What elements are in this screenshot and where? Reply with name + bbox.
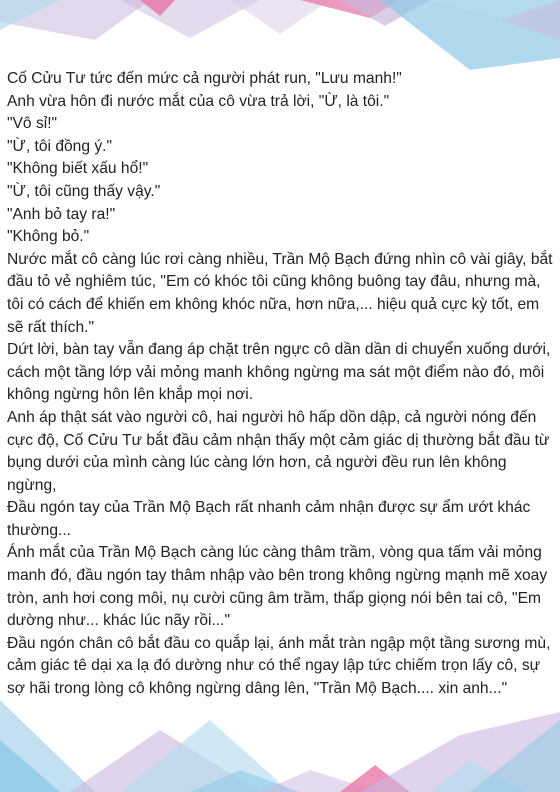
paragraph: "Ừ, tôi đồng ý." bbox=[7, 137, 113, 155]
paragraph: Anh vừa hôn đi nước mắt của cô vừa trả lời, "Ừ, là tôi." bbox=[7, 92, 390, 110]
paragraph: Nước mắt cô càng lúc rơi càng nhiều, Trần Mộ Bạch đứng nhìn cô vài giây, bắt đầu tỏ vẻ nghiêm túc, "Em có khóc tôi cũng không buông tay đâu, nhưng mà, tôi có cách để khiến em không khóc nữa, hơn nữa,... hiệu quả cực kỳ tốt, em sẽ rất thích." bbox=[7, 250, 553, 336]
paragraph: "Ừ, tôi cũng thấy vậy." bbox=[7, 182, 161, 200]
paragraph: Dứt lời, bàn tay vẫn đang áp chặt trên ngực cô dần dần di chuyển xuống dưới, cách một tầng lớp vải mỏng manh không ngừng ma sát một điểm nào đó, môi không ngừng hôn lên khắp mọi nơi. bbox=[7, 341, 551, 404]
paragraph: "Không biết xấu hổ!" bbox=[7, 160, 149, 178]
paragraph: "Anh bỏ tay ra!" bbox=[7, 205, 116, 223]
paragraph: Ánh mắt của Trần Mộ Bạch càng lúc càng thâm trầm, vòng qua tấm vải mỏng manh đó, đầu ngón tay thâm nhập vào bên trong không ngừng mạnh mẽ xoay tròn, anh hơi cong môi, nụ cười cũng âm trầm, thấp giọng nói bên tai cô, "Em dường như... khác lúc nãy rồi..." bbox=[7, 544, 548, 630]
paragraph: Cố Cửu Tư tức đến mức cả người phát run, "Lưu manh!" bbox=[7, 70, 402, 87]
bottom-geometric-shapes bbox=[0, 700, 560, 792]
paragraph: Anh áp thật sát vào người cô, hai người hô hấp dồn dập, cả người nóng đến cực độ, Cố Cửu Tư bắt đầu cảm nhận thấy một cảm giác dị thường bắt đầu từ bụng dưới của mình càng lúc càng lớn hơn, cả người đều run lên không ngừng, bbox=[7, 408, 550, 494]
top-geometric-shapes bbox=[0, 0, 560, 70]
paragraph: "Không bỏ." bbox=[7, 228, 90, 246]
paragraph: Đầu ngón chân cô bắt đầu co quắp lại, ánh mắt tràn ngập một tầng sương mù, cảm giác tê dại xa lạ đó dường như có thể ngay lập tức chiếm trọn lấy cô, sự sợ hãi trong lòng cô không ngừng dâng lên, "Trần Mộ Bạch.... xin anh..." bbox=[7, 634, 551, 698]
paragraph: Đầu ngón tay của Trần Mộ Bạch rất nhanh cảm nhận được sự ẩm ướt khác thường... bbox=[7, 499, 531, 539]
paragraph: "Vô sỉ!" bbox=[7, 115, 58, 133]
story-text bbox=[7, 68, 555, 701]
